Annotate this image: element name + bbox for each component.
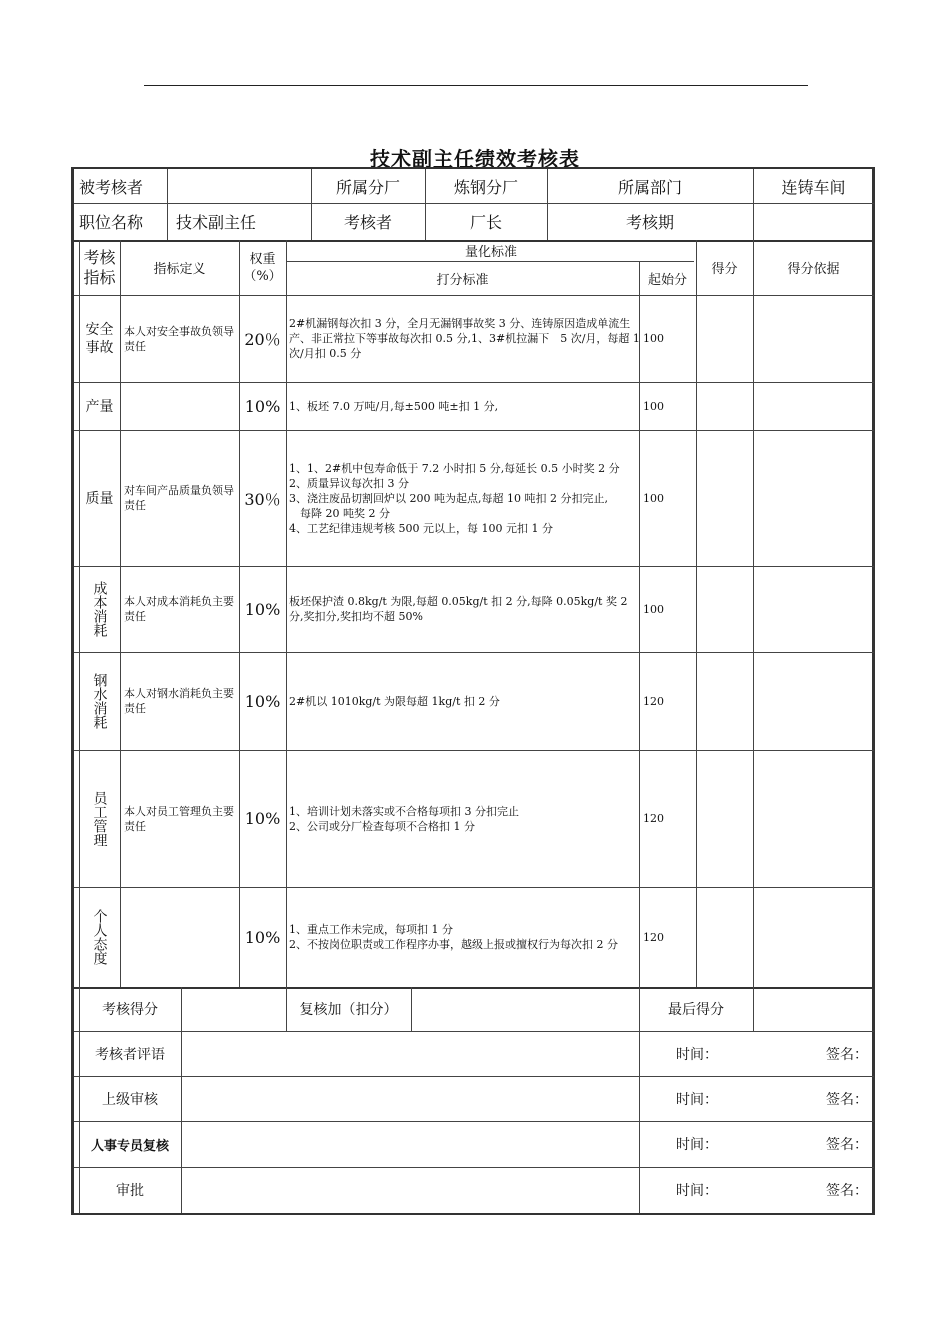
row-standard: 2#机漏钢每次扣 3 分，全月无漏钢事故奖 3 分、连铸原因造成单流生产、非正常拉下等事故每次扣 0.5 分,1、3#机拉漏下 5 次/月，每超 1 次/月扣 0.5 分 [289,317,644,360]
row-definition: 本人对钢水消耗负主要责任 [124,687,234,715]
row-start-score: 100 [643,491,664,505]
row-indicator: 成本消耗 [91,581,108,637]
assessment-table [71,167,875,1215]
row-start-score: 120 [643,694,664,708]
row-weight: 10% [244,927,281,947]
approval-sign-label: 签名： [826,1183,868,1199]
col-start-score: 起始分 [647,272,687,288]
col-basis: 得分依据 [787,262,840,277]
row-definition [124,887,239,987]
assessor-value: 厂长 [469,213,502,232]
examinee-value[interactable] [172,169,311,203]
col-indicator: 考核指标 [83,247,116,287]
row-weight: 30％ [244,489,281,509]
row-weight: 10% [244,396,281,416]
row-weight: 20％ [244,330,281,349]
col-definition: 指标定义 [153,262,206,277]
col-scoring: 打分标准 [436,272,489,288]
row-start-score: 120 [643,930,664,944]
dept-label: 所属部门 [617,177,682,197]
row-standard: 1、板坯 7.0 万吨/月,每±500 吨±扣 1 分, [289,399,499,413]
row-weight: 10% [244,809,281,828]
position-label: 职位名称 [79,213,144,232]
review-input[interactable] [181,1076,639,1121]
hr-review-input[interactable] [181,1121,639,1167]
row-start-score: 100 [643,332,664,345]
position-value: 技术副主任 [176,213,257,232]
row-definition: 本人对员工管理负主要责任 [124,804,234,833]
assessor-label: 考核者 [343,213,392,232]
row-start-score: 120 [643,812,664,825]
row-indicator: 质量 [85,491,114,507]
recheck-input[interactable] [411,987,639,1031]
approval-time-label: 时间： [676,1183,718,1199]
row-start-score: 100 [643,602,664,616]
row-standard: 板坯保护渣 0.8kg/t 为限,每超 0.05kg/t 扣 2 分,每降 0.05kg/t 奖 2 分,奖扣分,奖扣均不超 50% [289,595,631,623]
final-score-label: 最后得分 [668,1002,724,1018]
row-definition: 本人对安全事故负领导责任 [124,324,234,353]
branch-value: 炼钢分厂 [453,177,518,197]
row-indicator: 个人态度 [91,909,108,965]
comment-sign-label: 签名： [826,1046,868,1063]
comment-time-label: 时间： [676,1046,718,1063]
col-quant: 量化标准 [464,245,517,260]
row-indicator: 产量 [85,399,114,415]
form-title: 技术副主任绩效考核表 [370,147,580,171]
review-label: 上级审核 [102,1091,158,1108]
branch-label: 所属分厂 [335,177,400,197]
recheck-label: 复核加（扣分） [299,1002,398,1018]
col-weight: 权重（%） [243,251,282,284]
row-indicator: 员工管理 [91,790,108,847]
row-weight: 10% [244,691,281,711]
comment-label: 考核者评语 [95,1046,165,1063]
row-start-score: 100 [643,399,664,413]
row-weight: 10% [244,599,281,619]
period-label: 考核期 [625,213,674,232]
hr-review-time-label: 时间： [676,1137,718,1153]
col-score: 得分 [711,262,738,277]
final-score-input[interactable] [753,987,874,1031]
row-indicator: 安全事故 [85,321,114,356]
score-input[interactable] [181,987,286,1031]
hr-review-label: 人事专员复核 [90,1138,169,1154]
dept-value: 连铸车间 [781,177,846,197]
examinee-label: 被考核者 [79,177,144,197]
row-standard: 1、1、2#机中包寿命低于 7.2 小时扣 5 分,每延长 0.5 小时奖 2 分 2、质量异议每次扣 3 分 3、浇注废品切割回炉以 200 吨为起点,每超 10 吨扣 2 分扣完止, 每降 20 吨奖 2 分 4、工艺纪律违规考核 500 元以上，每 100 元扣 1 分 [289,461,620,535]
review-sign-label: 签名： [826,1091,868,1108]
row-standard: 2#机以 1010kg/t 为限每超 1kg/t 扣 2 分 [289,694,500,708]
approval-input[interactable] [181,1167,639,1213]
review-time-label: 时间： [676,1091,718,1108]
row-standard: 1、培训计划未落实或不合格每项扣 3 分扣完止 2、公司或分厂检查每项不合格扣 1 分 [289,804,519,833]
row-definition: 对车间产品质量负领导责任 [124,484,234,512]
header-rule [144,85,808,86]
comment-input[interactable] [181,1031,639,1076]
score-label: 考核得分 [102,1002,158,1018]
row-definition: 本人对成本消耗负主要责任 [124,595,234,623]
approval-label: 审批 [116,1183,144,1199]
row-standard: 1、重点工作未完成，每项扣 1 分 2、不按岗位职责或工作程序办事，越级上报或擅权行为每次扣 2 分 [289,923,618,951]
row-definition [124,382,239,430]
period-value[interactable] [753,203,874,240]
hr-review-sign-label: 签名： [826,1137,868,1153]
row-indicator: 钢水消耗 [91,673,108,729]
